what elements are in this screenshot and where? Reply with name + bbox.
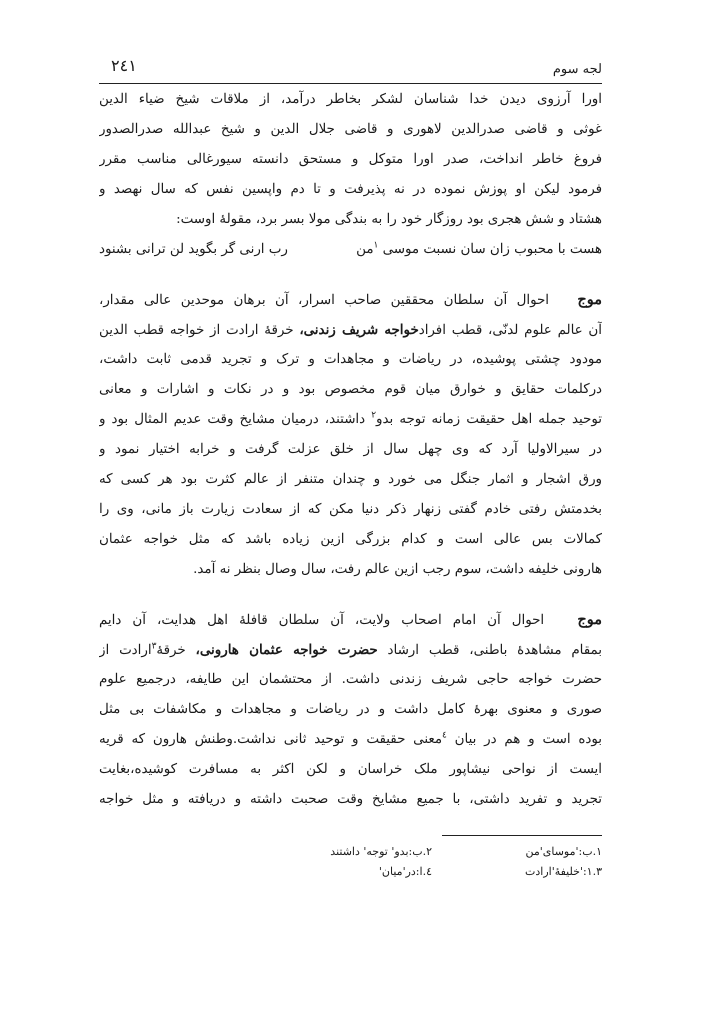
footnote: ۲.ب:بدو' توجه' داشتند: [330, 845, 432, 858]
text-line: تجرید و تفرید داشتی، با جمیع مشایخ وقت صحبت داشته و دریافته و مثل خواجه: [99, 792, 602, 807]
footnotes: [99, 842, 602, 882]
verse-hemistich-2: رب ارنی گر بگوید لن ترانی بشنود: [99, 242, 288, 257]
section-title: لجه سوم: [552, 62, 602, 77]
text-line: توحید جمله اهل حقیقت زمانه توجه بدو$^۲$ داشتند، درمیان مشایخ وقت عدیم المثال بود و: [99, 410, 602, 427]
text-line: حضرت خواجه حاجی شریف زندنی داشت. از محتشمان این طایفه، درجمیع علوم: [99, 672, 602, 687]
text-line: اورا آرزوی دیدن خدا شناسان لشکر بخاطر درآمد، از ملاقات شیخ ضیاء الدین: [99, 92, 602, 107]
text-line: ورق اشجار و اثمار جنگل می خورد و چندان متنفر از عالم کثرت بود هر کسی که: [99, 472, 602, 487]
text-line: بمقام مشاهدهٔ باطنی، قطب ارشاد حضرت خواجه عثمان هارونی، خرقهٔ$^۳$ارادت از: [99, 641, 602, 658]
footnote: ٤.ا:در'میان': [378, 865, 432, 878]
section-keyword: موج: [577, 611, 602, 628]
footnote-ref: ۳: [151, 641, 157, 652]
text-line: بوده است و هم در بیان $^٤$معنی حقیقت و توحید ثانی نداشت.وطنش هارون که قریه: [99, 730, 602, 747]
footnote-row: [99, 842, 602, 862]
text-line: کمالات بس عالی است و کدام بزرگی ازین زیاده باشد که مثل خواجه عثمان: [99, 532, 602, 547]
footnote-ref: ۲: [371, 410, 377, 421]
text-line: فرمود لیکن او پوزش نموده در نه پذیرفت و تا دم واپسین نفس که سال نهصد و: [99, 182, 602, 197]
page-body: [99, 85, 602, 815]
paragraph-first-line: موج احوال آن امام اصحاب ولایت، آن سلطان قافلهٔ اهل هدایت، آن دایم: [99, 611, 602, 628]
verse-hemistich-1: هست با محبوب زان سان نسبت موسی $^۱$من: [356, 240, 602, 257]
verse: [99, 235, 602, 265]
section-keyword: موج: [577, 291, 602, 308]
text-line: ایست از نواحی نیشاپور ملک خراسان و لکن اکثر به مسافرت کوشیده،بغایت: [99, 762, 602, 777]
footnote-ref: ٤: [442, 730, 447, 741]
text-line: آن عالم علوم لدنّی، قطب افرادخواجه شریف زندنی، خرقهٔ ارادت از خواجه قطب الدین: [99, 322, 602, 338]
page-number: ۲٤۱: [111, 56, 137, 75]
text-line: فروغ خاطر انداخت، صدر اورا متوکل و مستحق دانسته سیورغالی مناسب مقرر: [99, 152, 602, 167]
footnote-row: [99, 862, 602, 882]
text-line: در سیرالاولیا آرد که وی چهل سال از خلق عزلت گرفت و خرابه اختیار نمود و: [99, 442, 602, 457]
bold-name: خواجه شریف زندنی،: [299, 322, 419, 338]
header-rule: [99, 83, 602, 84]
text-line: درکلمات حقایق و خوارق میان قوم مخصوص بود و در نکات و اشارات و معانی: [99, 382, 602, 397]
text-line: صوری و معنوی بهرهٔ کامل داشت و در ریاضات و مجاهدات و مکاشفات بی مثل: [99, 702, 602, 717]
text-line: هشتاد و شش هجری بود روزگار خود را به بندگی مولا بسر برد، مقولهٔ اوست:: [176, 212, 602, 227]
paragraph-first-line: موج احوال آن سلطان محققین صاحب اسرار، آن برهان موحدین عالی مقدار،: [99, 291, 602, 308]
text-line: مودود چشتی پوشیده، در ریاضات و مجاهدات و ترک و تجرید قدمی ثابت داشت،: [99, 352, 602, 367]
text-line: بخدمتش رفتی خادم گفتی زنهار ذکر دنیا مکن که از سعادت زیارت باز مانی، وی را: [99, 502, 602, 517]
page-header: [99, 56, 602, 82]
page: [99, 50, 602, 985]
text-line: هارونی خلیفه داشت، سوم رجب ازین عالم رفت، سال وصال بنظر نه آمد.: [193, 562, 602, 577]
text-line: غوثی و قاضی صدرالدین لاهوری و قاضی جلال الدین و شیخ عبدالله صدرالصدور: [99, 122, 602, 137]
bold-name: حضرت خواجه عثمان هارونی،: [195, 642, 378, 658]
footnote: ۱.۳:'خلیفهٔ'ارادت: [525, 865, 602, 878]
footnote: ۱.ب:'موسای'من: [525, 845, 602, 858]
footnote-ref: ۱: [373, 240, 379, 251]
footnote-rule: [442, 835, 602, 836]
